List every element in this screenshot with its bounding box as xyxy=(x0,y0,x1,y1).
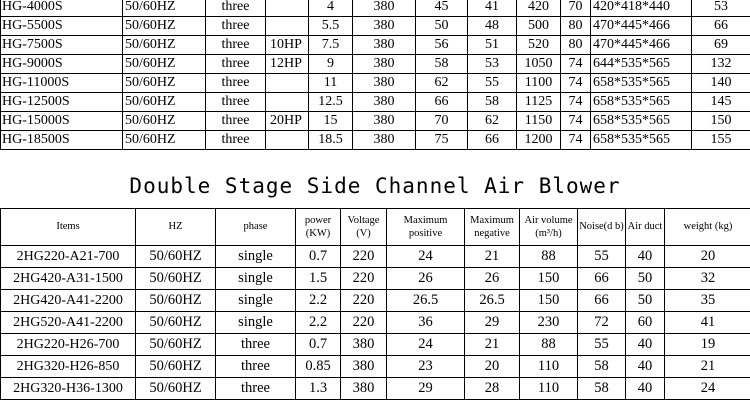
cell-weight: 19 xyxy=(665,334,750,356)
cell-pos: 23 xyxy=(387,356,465,378)
cell-power: 0.7 xyxy=(296,334,341,356)
cell-size: 658*535*565 xyxy=(591,93,692,112)
cell-hz: 50/60HZ xyxy=(123,112,206,131)
cell-phase: three xyxy=(216,334,296,356)
cell-power: 9 xyxy=(309,55,353,74)
cell-phase: three xyxy=(206,17,266,36)
cell-weight: 150 xyxy=(692,112,750,131)
cell-neg: 53 xyxy=(468,55,517,74)
header-row xyxy=(1,209,750,246)
table-row xyxy=(1,356,750,378)
cell-model: 2HG320-H26-850 xyxy=(1,356,136,378)
cell-hp: 10HP xyxy=(266,36,309,55)
cell-model: HG-7500S xyxy=(1,36,123,55)
cell-pos: 26 xyxy=(387,268,465,290)
header-max-positive: Maximum positive xyxy=(387,209,465,246)
cell-model: HG-15000S xyxy=(1,112,123,131)
cell-air: 150 xyxy=(520,290,578,312)
cell-air: 1125 xyxy=(517,93,561,112)
cell-hp xyxy=(266,17,309,36)
cell-hz: 50/60HZ xyxy=(136,378,216,400)
cell-duct: 40 xyxy=(626,246,665,268)
header-power: power (KW) xyxy=(296,209,341,246)
cell-weight: 21 xyxy=(665,356,750,378)
cell-hz: 50/60HZ xyxy=(123,74,206,93)
cell-voltage: 380 xyxy=(353,55,416,74)
cell-weight: 32 xyxy=(665,268,750,290)
cell-noise: 66 xyxy=(578,290,626,312)
cell-air: 150 xyxy=(520,268,578,290)
cell-voltage: 380 xyxy=(341,378,387,400)
cell-power: 4 xyxy=(309,0,353,17)
cell-air: 1200 xyxy=(517,131,561,150)
cell-noise: 74 xyxy=(561,93,591,112)
cell-pos: 29 xyxy=(387,378,465,400)
cell-pos: 56 xyxy=(416,36,468,55)
table-row xyxy=(1,55,750,74)
cell-voltage: 220 xyxy=(341,246,387,268)
table-row xyxy=(1,0,750,17)
cell-power: 0.7 xyxy=(296,246,341,268)
cell-phase: three xyxy=(206,0,266,17)
cell-hp: 20HP xyxy=(266,112,309,131)
cell-voltage: 380 xyxy=(341,356,387,378)
cell-phase: three xyxy=(206,112,266,131)
cell-power: 15 xyxy=(309,112,353,131)
cell-neg: 41 xyxy=(468,0,517,17)
cell-hp xyxy=(266,74,309,93)
cell-pos: 70 xyxy=(416,112,468,131)
cell-noise: 58 xyxy=(578,356,626,378)
cell-weight: 41 xyxy=(665,312,750,334)
cell-voltage: 380 xyxy=(353,93,416,112)
cell-phase: single xyxy=(216,246,296,268)
cell-power: 2.2 xyxy=(296,312,341,334)
cell-air: 500 xyxy=(517,17,561,36)
cell-hz: 50/60HZ xyxy=(136,290,216,312)
cell-air: 520 xyxy=(517,36,561,55)
cell-neg: 55 xyxy=(468,74,517,93)
cell-weight: 132 xyxy=(692,55,750,74)
cell-voltage: 380 xyxy=(341,334,387,356)
cell-pos: 50 xyxy=(416,17,468,36)
cell-weight: 20 xyxy=(665,246,750,268)
cell-neg: 66 xyxy=(468,131,517,150)
cell-hp xyxy=(266,131,309,150)
cell-hz: 50/60HZ xyxy=(136,334,216,356)
cell-model: HG-12500S xyxy=(1,93,123,112)
cell-voltage: 380 xyxy=(353,17,416,36)
cell-air: 88 xyxy=(520,334,578,356)
double-stage-spec-table xyxy=(0,208,750,400)
cell-hz: 50/60HZ xyxy=(123,0,206,17)
cell-hz: 50/60HZ xyxy=(136,246,216,268)
cell-air: 110 xyxy=(520,356,578,378)
header-hz: HZ xyxy=(136,209,216,246)
table-row xyxy=(1,36,750,55)
cell-voltage: 220 xyxy=(341,312,387,334)
cell-noise: 58 xyxy=(578,378,626,400)
cell-noise: 74 xyxy=(561,74,591,93)
header-items: Items xyxy=(1,209,136,246)
cell-voltage: 380 xyxy=(353,36,416,55)
cell-pos: 66 xyxy=(416,93,468,112)
cell-size: 470*445*466 xyxy=(591,36,692,55)
cell-power: 1.3 xyxy=(296,378,341,400)
cell-hp xyxy=(266,93,309,112)
cell-hz: 50/60HZ xyxy=(123,36,206,55)
cell-power: 18.5 xyxy=(309,131,353,150)
cell-power: 7.5 xyxy=(309,36,353,55)
cell-duct: 60 xyxy=(626,312,665,334)
cell-neg: 20 xyxy=(465,356,520,378)
cell-neg: 29 xyxy=(465,312,520,334)
cell-neg: 26 xyxy=(465,268,520,290)
table-row xyxy=(1,74,750,93)
cell-neg: 51 xyxy=(468,36,517,55)
cell-pos: 62 xyxy=(416,74,468,93)
cell-noise: 74 xyxy=(561,55,591,74)
cell-model: 2HG320-H36-1300 xyxy=(1,378,136,400)
cell-phase: three xyxy=(206,55,266,74)
cell-model: HG-4000S xyxy=(1,0,123,17)
cell-neg: 48 xyxy=(468,17,517,36)
section-title: Double Stage Side Channel Air Blower xyxy=(129,174,621,198)
cell-size: 644*535*565 xyxy=(591,55,692,74)
cell-air: 1050 xyxy=(517,55,561,74)
cell-size: 658*535*565 xyxy=(591,112,692,131)
cell-neg: 21 xyxy=(465,246,520,268)
cell-phase: three xyxy=(206,131,266,150)
cell-model: HG-5500S xyxy=(1,17,123,36)
table-row xyxy=(1,17,750,36)
cell-phase: three xyxy=(206,74,266,93)
cell-duct: 40 xyxy=(626,378,665,400)
cell-noise: 55 xyxy=(578,246,626,268)
cell-size: 420*418*440 xyxy=(591,0,692,17)
cell-phase: three xyxy=(216,356,296,378)
cell-pos: 75 xyxy=(416,131,468,150)
cell-model: HG-11000S xyxy=(1,74,123,93)
cell-neg: 62 xyxy=(468,112,517,131)
header-max-negative: Maximum negative xyxy=(465,209,520,246)
cell-duct: 40 xyxy=(626,334,665,356)
cell-noise: 66 xyxy=(578,268,626,290)
cell-power: 5.5 xyxy=(309,17,353,36)
cell-pos: 26.5 xyxy=(387,290,465,312)
cell-pos: 45 xyxy=(416,0,468,17)
cell-duct: 40 xyxy=(626,356,665,378)
cell-hz: 50/60HZ xyxy=(123,17,206,36)
cell-voltage: 380 xyxy=(353,0,416,17)
cell-model: HG-18500S xyxy=(1,131,123,150)
table-row xyxy=(1,378,750,400)
cell-air: 420 xyxy=(517,0,561,17)
cell-voltage: 220 xyxy=(341,290,387,312)
table-row xyxy=(1,112,750,131)
table-row xyxy=(1,93,750,112)
cell-duct: 50 xyxy=(626,290,665,312)
cell-phase: single xyxy=(216,290,296,312)
header-weight: weight (kg) xyxy=(665,209,750,246)
cell-weight: 140 xyxy=(692,74,750,93)
header-air-duct: Air duct xyxy=(626,209,665,246)
cell-voltage: 380 xyxy=(353,131,416,150)
cell-weight: 66 xyxy=(692,17,750,36)
table-row xyxy=(1,268,750,290)
cell-pos: 24 xyxy=(387,334,465,356)
table-row xyxy=(1,334,750,356)
table-row xyxy=(1,290,750,312)
cell-phase: three xyxy=(206,36,266,55)
cell-power: 12.5 xyxy=(309,93,353,112)
cell-hp xyxy=(266,0,309,17)
cell-model: HG-9000S xyxy=(1,55,123,74)
cell-size: 470*445*466 xyxy=(591,17,692,36)
cell-air: 230 xyxy=(520,312,578,334)
cell-weight: 53 xyxy=(692,0,750,17)
cell-noise: 55 xyxy=(578,334,626,356)
cell-voltage: 380 xyxy=(353,74,416,93)
cell-model: 2HG220-A21-700 xyxy=(1,246,136,268)
cell-hz: 50/60HZ xyxy=(123,93,206,112)
cell-phase: three xyxy=(216,378,296,400)
cell-power: 2.2 xyxy=(296,290,341,312)
cell-pos: 24 xyxy=(387,246,465,268)
cell-air: 88 xyxy=(520,246,578,268)
cell-model: 2HG220-H26-700 xyxy=(1,334,136,356)
table-row xyxy=(1,131,750,150)
cell-noise: 72 xyxy=(578,312,626,334)
cell-phase: single xyxy=(216,312,296,334)
cell-neg: 28 xyxy=(465,378,520,400)
header-air-volume: Air volume (m³/h) xyxy=(520,209,578,246)
cell-weight: 35 xyxy=(665,290,750,312)
cell-weight: 69 xyxy=(692,36,750,55)
table-row xyxy=(1,246,750,268)
cell-neg: 58 xyxy=(468,93,517,112)
cell-voltage: 220 xyxy=(341,268,387,290)
header-noise: Noise(d b) xyxy=(578,209,626,246)
cell-size: 658*535*565 xyxy=(591,74,692,93)
cell-noise: 74 xyxy=(561,131,591,150)
cell-weight: 24 xyxy=(665,378,750,400)
cell-noise: 70 xyxy=(561,0,591,17)
cell-air: 1100 xyxy=(517,74,561,93)
cell-model: 2HG420-A31-1500 xyxy=(1,268,136,290)
cell-noise: 80 xyxy=(561,36,591,55)
header-voltage: Voltage (V) xyxy=(341,209,387,246)
cell-pos: 36 xyxy=(387,312,465,334)
cell-air: 110 xyxy=(520,378,578,400)
cell-phase: three xyxy=(206,93,266,112)
cell-power: 0.85 xyxy=(296,356,341,378)
cell-model: 2HG420-A41-2200 xyxy=(1,290,136,312)
cell-noise: 74 xyxy=(561,112,591,131)
cell-pos: 58 xyxy=(416,55,468,74)
cell-hz: 50/60HZ xyxy=(136,356,216,378)
cell-hz: 50/60HZ xyxy=(136,312,216,334)
cell-hz: 50/60HZ xyxy=(123,55,206,74)
cell-weight: 145 xyxy=(692,93,750,112)
cell-duct: 50 xyxy=(626,268,665,290)
cell-power: 11 xyxy=(309,74,353,93)
cell-air: 1150 xyxy=(517,112,561,131)
cell-model: 2HG520-A41-2200 xyxy=(1,312,136,334)
cell-power: 1.5 xyxy=(296,268,341,290)
cell-neg: 26.5 xyxy=(465,290,520,312)
cell-hz: 50/60HZ xyxy=(136,268,216,290)
table-row xyxy=(1,312,750,334)
cell-size: 658*535*565 xyxy=(591,131,692,150)
cell-hz: 50/60HZ xyxy=(123,131,206,150)
cell-hp: 12HP xyxy=(266,55,309,74)
header-phase: phase xyxy=(216,209,296,246)
single-stage-spec-table xyxy=(0,0,750,150)
cell-weight: 155 xyxy=(692,131,750,150)
cell-noise: 80 xyxy=(561,17,591,36)
cell-neg: 21 xyxy=(465,334,520,356)
cell-voltage: 380 xyxy=(353,112,416,131)
cell-phase: single xyxy=(216,268,296,290)
